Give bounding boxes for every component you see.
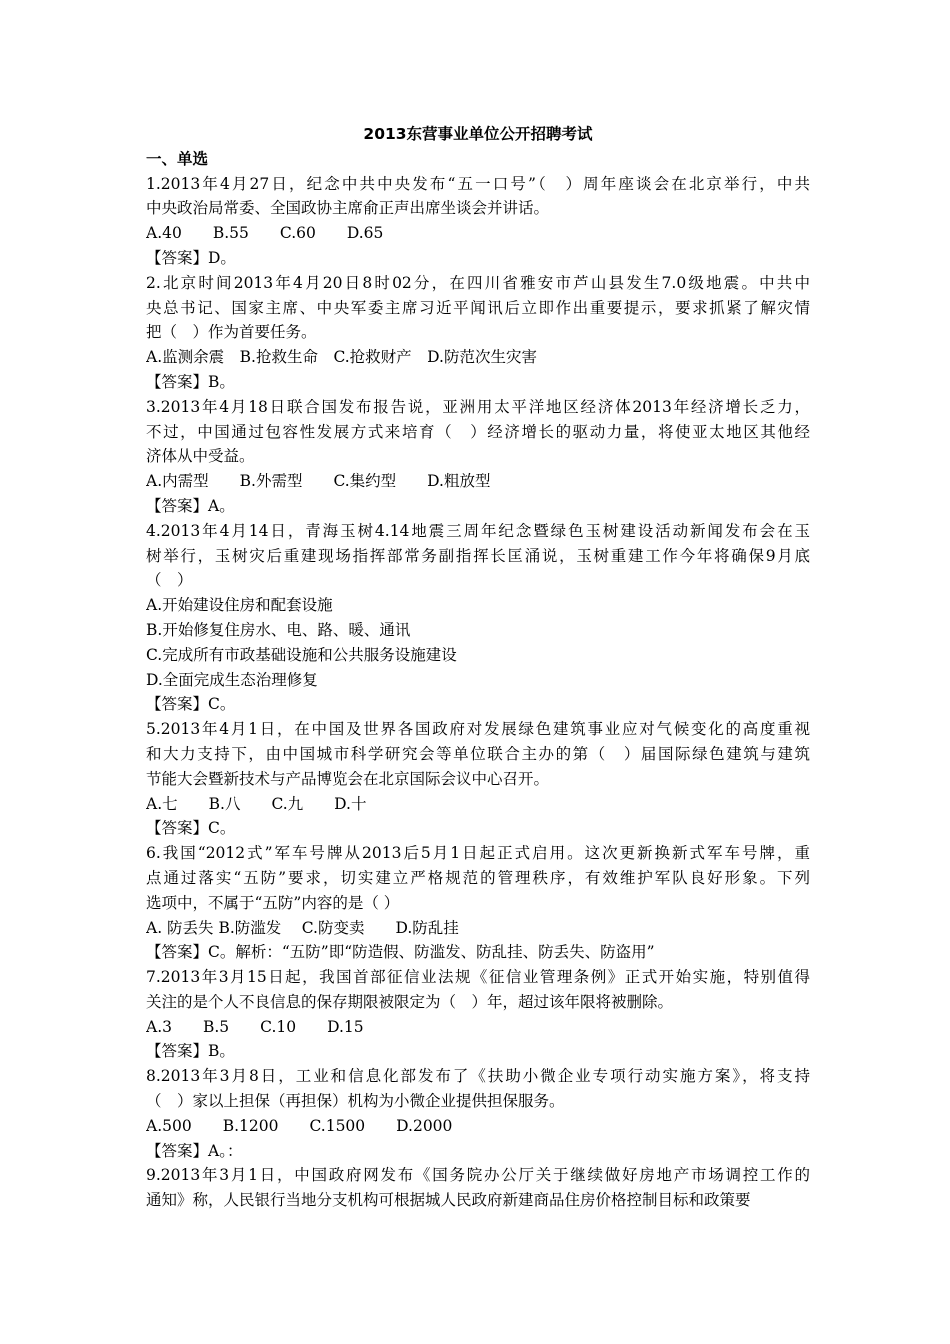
question-text-line: 关注的是个人不良信息的保存期限被限定为（ ）年，超过该年限将被删除。 xyxy=(146,992,674,1011)
question-options: A.监测余震 B.抢救生命 C.抢救财产 D.防范次生灾害 xyxy=(146,348,537,367)
question-text-line: 7.2013年3月15日起，我国首部征信业法规《征信业管理条例》正式开始实施，特别值得 xyxy=(146,968,810,987)
question-text-line: 把（ ）作为首要任务。 xyxy=(146,323,317,342)
question-options: C.完成所有市政基础设施和公共服务设施建设 xyxy=(146,645,457,664)
answer-line: 【答案】B。 xyxy=(146,372,235,391)
answer-line: 【答案】A。 xyxy=(146,496,235,515)
question-item xyxy=(146,717,810,841)
question-text-line: 中央政治局常委、全国政协主席俞正声出席坐谈会并讲话。 xyxy=(146,199,550,218)
question-text-line: 树举行，玉树灾后重建现场指挥部常务副指挥长匡涌说，玉树重建工作今年将确保9月底 xyxy=(146,546,810,565)
question-item xyxy=(146,395,810,519)
question-text-line: 不过，中国通过包容性发展方式来培育（ ）经济增长的驱动力量，将使亚太地区其他经 xyxy=(146,422,810,441)
question-item xyxy=(146,1064,810,1163)
question-item xyxy=(146,1163,810,1213)
section-heading: 一、单选 xyxy=(146,149,209,168)
question-text-line: （ ） xyxy=(146,571,193,590)
question-options: A.内需型 B.外需型 C.集约型 D.粗放型 xyxy=(146,472,491,491)
question-item xyxy=(146,519,810,717)
answer-line: 【答案】D。 xyxy=(146,248,236,267)
question-text-line: 和大力支持下，由中国城市科学研究会等单位联合主办的第（ ）届国际绿色建筑与建筑 xyxy=(146,744,810,763)
question-options: A.500 B.1200 C.1500 D.2000 xyxy=(146,1116,453,1135)
question-text-line: （ ）家以上担保（再担保）机构为小微企业提供担保服务。 xyxy=(146,1092,565,1111)
question-item xyxy=(146,965,810,1064)
question-text-line: 济体从中受益。 xyxy=(146,447,255,466)
question-text-line: 央总书记、国家主席、中央军委主席习近平闻讯后立即作出重要提示，要求抓紧了解灾情 xyxy=(146,298,810,317)
question-text-line: 节能大会暨新技术与产品博览会在北京国际会议中心召开。 xyxy=(146,769,550,788)
question-options: B.开始修复住房水、电、路、暖、通讯 xyxy=(146,620,411,639)
answer-line: 【答案】B。 xyxy=(146,1042,235,1061)
question-item xyxy=(146,172,810,271)
question-item xyxy=(146,271,810,395)
question-text-line: 4.2013年4月14日，青海玉树4.14地震三周年纪念暨绿色玉树建设活动新闻发布会在玉 xyxy=(146,521,810,540)
question-text-line: 2.北京时间2013年4月20日8时02分，在四川省雅安市芦山县发生7.0级地震。中共中 xyxy=(146,273,810,292)
question-text-line: 6.我国“2012式”军车号牌从2013后5月1日起正式启用。这次更新换新式军车号牌，重 xyxy=(146,844,810,863)
answer-line: 【答案】A。： xyxy=(146,1141,243,1160)
question-text-line: 选项中，不属于“五防”内容的是（ ） xyxy=(146,893,400,912)
question-text-line: 8.2013年3月8日，工业和信息化部发布了《扶助小微企业专项行动实施方案》，将支持 xyxy=(146,1067,810,1086)
question-options: D.全面完成生态治理修复 xyxy=(146,670,318,689)
question-list xyxy=(146,172,810,1213)
question-options: A.开始建设住房和配套设施 xyxy=(146,596,333,615)
question-options: A.3 B.5 C.10 D.15 xyxy=(146,1017,364,1036)
question-options: A.40 B.55 C.60 D.65 xyxy=(146,224,384,243)
question-text-line: 1.2013年4月27日，纪念中共中央发布“五一口号”（ ）周年座谈会在北京举行，中共 xyxy=(146,174,810,193)
answer-line: 【答案】C。 xyxy=(146,819,236,838)
answer-line: 【答案】C。 xyxy=(146,695,236,714)
question-text-line: 5.2013年4月1日，在中国及世界各国政府对发展绿色建筑事业应对气候变化的高度重视 xyxy=(146,720,810,739)
document-body xyxy=(146,122,810,1213)
question-text-line: 9.2013年3月1日，中国政府网发布《国务院办公厅关于继续做好房地产市场调控工作的 xyxy=(146,1166,810,1185)
question-options: A. 防丢失 B.防滥发 C.防变卖 D.防乱挂 xyxy=(146,918,459,937)
question-text-line: 通知》称，人民银行当地分支机构可根据城人民政府新建商品住房价格控制目标和政策要 xyxy=(146,1191,751,1210)
question-item xyxy=(146,841,810,965)
question-text-line: 点通过落实“五防”要求，切实建立严格规范的管理秩序，有效维护军队良好形象。下列 xyxy=(146,868,810,887)
question-options: A.七 B.八 C.九 D.十 xyxy=(146,794,367,813)
answer-line: 【答案】C。解析：“五防”即“防造假、防滥发、防乱挂、防丢失、防盗用” xyxy=(146,943,655,962)
page-title: 2013东营事业单位公开招聘考试 xyxy=(363,125,593,143)
question-text-line: 3.2013年4月18日联合国发布报告说，亚洲用太平洋地区经济体2013年经济增长乏力， xyxy=(146,397,810,416)
